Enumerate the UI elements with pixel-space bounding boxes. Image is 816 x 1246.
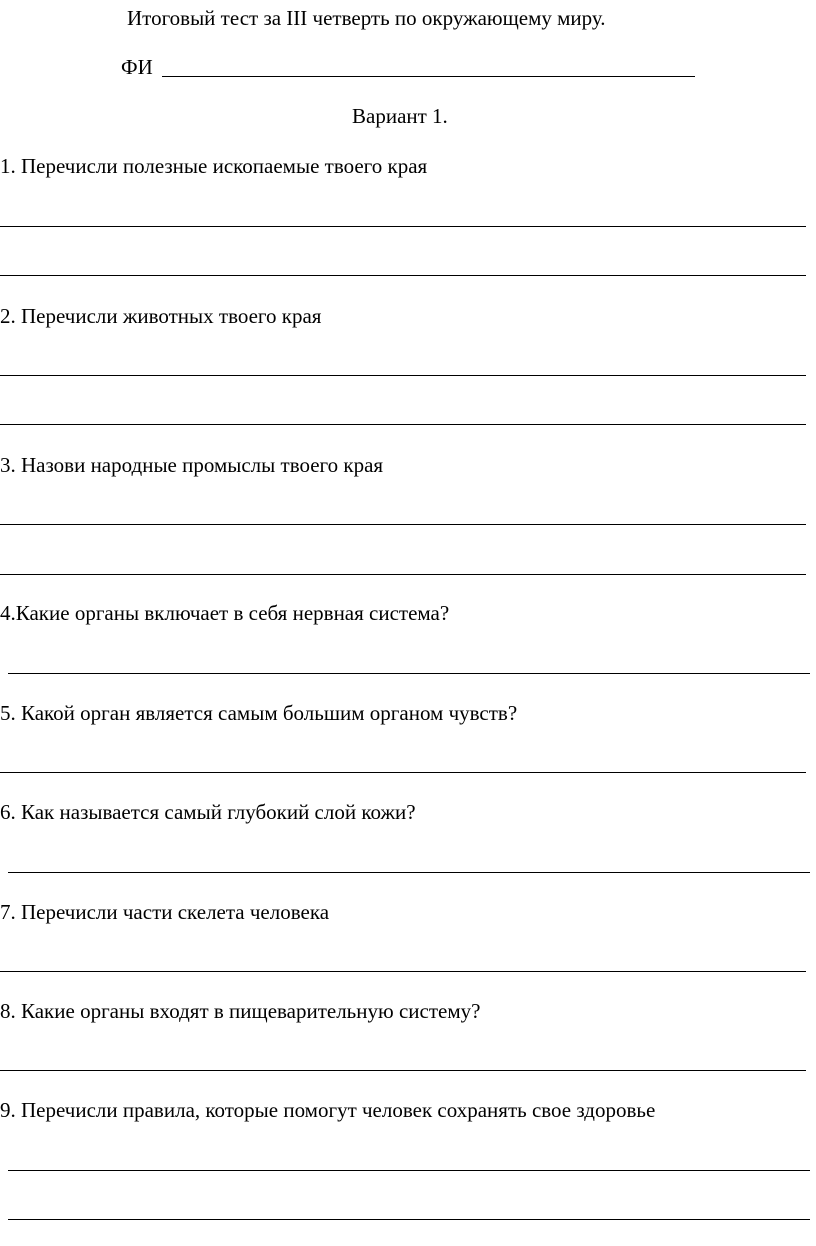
page-title: Итоговый тест за III четверть по окружающему миру. xyxy=(127,6,606,30)
answer-line-2b[interactable] xyxy=(0,424,806,425)
answer-line-3a[interactable] xyxy=(0,524,806,525)
answer-line-3b[interactable] xyxy=(0,574,806,575)
answer-line-6[interactable] xyxy=(8,872,810,873)
name-answer-line[interactable] xyxy=(162,76,695,77)
answer-line-8[interactable] xyxy=(0,1070,806,1071)
answer-line-1b[interactable] xyxy=(0,275,806,276)
question-6: 6. Как называется самый глубокий слой кожи? xyxy=(0,800,416,824)
name-label: ФИ xyxy=(121,55,153,79)
question-1: 1. Перечисли полезные ископаемые твоего края xyxy=(0,154,428,178)
answer-line-5[interactable] xyxy=(0,772,806,773)
question-8: 8. Какие органы входят в пищеварительную систему? xyxy=(0,999,481,1023)
question-7: 7. Перечисли части скелета человека xyxy=(0,900,330,924)
question-3: 3. Назови народные промыслы твоего края xyxy=(0,453,384,477)
question-9: 9. Перечисли правила, которые помогут человек сохранять свое здоровье xyxy=(0,1098,656,1122)
answer-line-9b[interactable] xyxy=(8,1219,810,1220)
answer-line-4[interactable] xyxy=(8,673,810,674)
question-4: 4.Какие органы включает в себя нервная система? xyxy=(0,601,450,625)
variant-label: Вариант 1. xyxy=(352,104,448,128)
answer-line-9a[interactable] xyxy=(8,1170,810,1171)
answer-line-2a[interactable] xyxy=(0,375,806,376)
question-5: 5. Какой орган является самым большим органом чувств? xyxy=(0,701,518,725)
answer-line-7[interactable] xyxy=(0,971,806,972)
question-2: 2. Перечисли животных твоего края xyxy=(0,304,322,328)
answer-line-1a[interactable] xyxy=(0,226,806,227)
